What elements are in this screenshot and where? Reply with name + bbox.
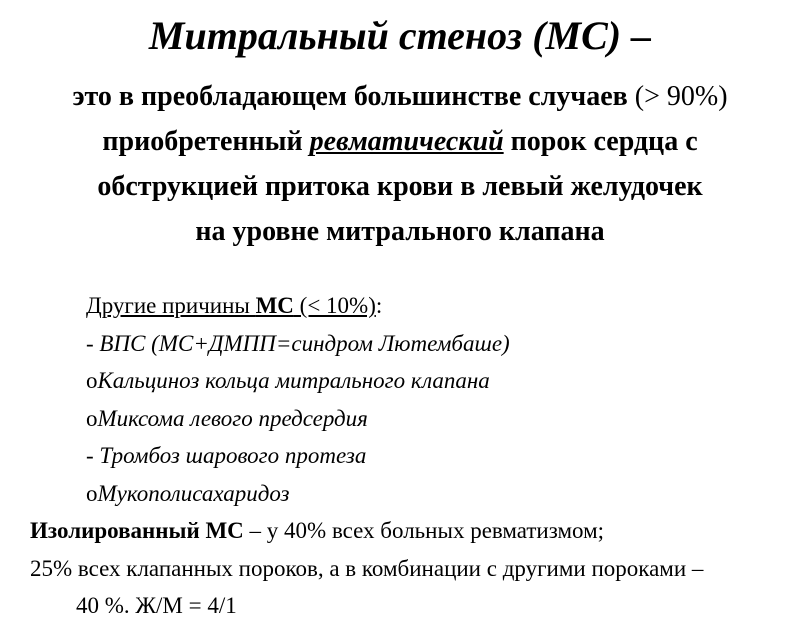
other-causes-heading-text: Другие причины: [86, 293, 256, 318]
list-item-text: Мукополисахаридоз: [97, 480, 290, 506]
list-item-text: Кальциноз кольца митрального клапана: [97, 368, 490, 393]
definition-block: [0, 74, 800, 254]
definition-line-2: [0, 119, 800, 164]
list-item-text: ВПС (МС+ДМПП=синдром Лютембаше): [99, 330, 510, 356]
list-item-marker: o: [86, 368, 98, 393]
list-item-marker: o: [86, 480, 98, 506]
list-item-text: Миксома левого предсердия: [97, 405, 368, 431]
slide-title: Митральный стеноз (МС) –: [148, 13, 652, 58]
definition-line-1-bold: это в преобладающем большинстве случаев: [72, 81, 628, 112]
other-causes-heading-colon: :: [375, 293, 383, 318]
list-item: [86, 475, 510, 513]
other-causes-list: [86, 287, 510, 512]
list-item: [86, 437, 510, 475]
definition-line-1: [0, 74, 800, 119]
list-item-text: Тромбоз шарового протеза: [99, 443, 367, 468]
list-item: [86, 325, 510, 363]
list-item-marker: o: [86, 405, 98, 431]
statistics-line-3: 40 %. Ж/М = 4/1: [76, 593, 237, 618]
definition-line-1-percent: (> 90%): [627, 81, 728, 112]
list-item: [86, 400, 510, 438]
statistics-line-1-rest: – у 40% всех больных ревматизмом;: [243, 518, 605, 543]
definition-line-4: на уровне митрального клапана: [195, 216, 605, 247]
statistics-block: [30, 512, 703, 625]
definition-line-2-pre: приобретенный: [102, 126, 310, 157]
statistics-line-2: 25% всех клапанных пороков, а в комбинации с другими пороками –: [30, 555, 704, 581]
definition-line-2-post: порок сердца с: [503, 126, 698, 157]
list-item: [86, 362, 510, 400]
other-causes-heading: [86, 287, 510, 325]
definition-rheumatic-term: ревматический: [309, 126, 504, 157]
list-item-marker: -: [86, 443, 100, 468]
list-item-marker: -: [86, 330, 100, 356]
other-causes-heading-abbr: МС: [255, 293, 294, 318]
other-causes-heading-percent: (< 10%): [293, 293, 376, 318]
statistics-line-1: [30, 512, 703, 550]
definition-line-3: обструкцией притока крови в левый желудочек: [97, 171, 703, 202]
statistics-isolated-ms: Изолированный МС: [30, 518, 244, 543]
